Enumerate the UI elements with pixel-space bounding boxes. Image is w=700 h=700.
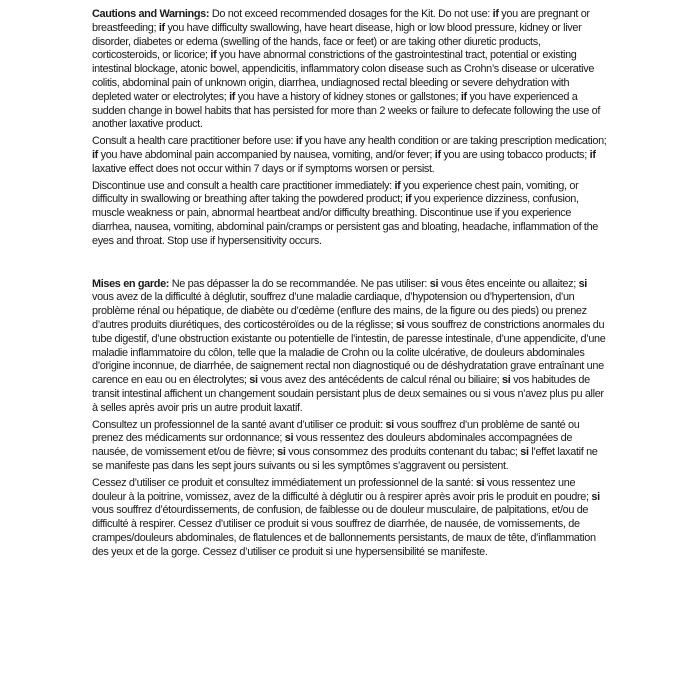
body-text: you have any health condition or are taking prescription medication; <box>301 135 607 148</box>
body-text: Consult a health care practitioner before use: <box>92 135 296 148</box>
emphasis-text: si <box>578 277 587 290</box>
section-heading: Mises en garde: <box>92 277 170 290</box>
emphasis-text: if <box>589 148 596 161</box>
emphasis-text: if <box>394 179 401 192</box>
emphasis-text: if <box>405 193 412 206</box>
paragraph-fr-2 <box>92 419 608 474</box>
body-text: Do not exceed recommended dosages for the Kit. Do not use: <box>209 8 493 20</box>
body-text: vous souffrez d’un problème de santé ou prenez des médicaments sur ordonnance; <box>92 418 580 445</box>
body-text: laxative effect does not occur within 7 days or if symptoms worsen or persist. <box>92 162 435 175</box>
paragraph-en-2 <box>92 135 608 176</box>
body-text: Ne pas dépasser la do se recommandée. Ne pas utiliser: <box>169 277 430 290</box>
body-text: you have experienced a sudden change in bowel habits that has persisted for more than 2 weeks or failure to defecate following the use of another laxative product. <box>92 90 600 131</box>
paragraph-en-1 <box>92 8 608 132</box>
emphasis-text: if <box>434 148 441 161</box>
body-text: you have abnormal constrictions of the gastrointestinal tract, potential or existing intestinal blockage, atonic bowel, appendicitis, inflammatory colon disease such as Crohn’s disease or ulcerative colitis, abdominal pain of unknown origin, diarrhea, undiagnosed rectal bleeding or severe dehydration with depleted water or electrolytes; <box>92 49 595 103</box>
emphasis-text: if <box>460 90 467 103</box>
paragraph-fr-3 <box>92 477 608 560</box>
emphasis-text: si <box>249 374 258 387</box>
body-text: you are pregnant or breastfeeding; <box>92 8 590 34</box>
emphasis-text: si <box>284 432 294 445</box>
body-text: you experience chest pain, vomiting, or difficulty in swallowing or breathing after taking the powdered product; <box>92 179 579 206</box>
label-text-panel <box>92 8 608 562</box>
emphasis-text: si <box>277 446 286 459</box>
body-text: vous ressentez des douleurs abdominales accompagnées de nausée, de vomissement et/ou de fièvre; <box>92 432 573 459</box>
emphasis-text: if <box>92 148 98 161</box>
body-text: vous avez de la difficulté à déglutir, souffrez d’une maladie cardiaque, d’hypotension ou d’hypertension, d’un problème rénal ou hépatique, de diabète ou d’œdème (enflure des mains, de la figure ou des pieds) ou prenez d’autres produits diurétiques, des corticostéroïdes ou de la réglisse; <box>92 291 587 331</box>
emphasis-text: si <box>520 446 529 459</box>
body-text: vous souffrez d’étourdissements, de confusion, de faiblesse ou de douleur musculaire, de palpitations, et/ou de difficulté à respirer. Cessez d’utiliser ce produit si vous souffrez de diarrhée, de nausée, de vomissements, de crampes/douleurs abdominales, de flatulences et de ballonnements persistants, de maux de tête, d’inflammation des yeux et de la gorge. Cessez d’utiliser ce produit si une hypersensibilité se manifeste. <box>92 504 596 558</box>
emphasis-text: if <box>295 135 302 148</box>
body-text: vous êtes enceinte ou allaitez; <box>438 277 579 290</box>
body-text: you experience dizziness, confusion, muscle weakness or pain, abnormal heartbeat and/or difficulty breathing. Discontinue use if you experience diarrhea, nausea, vomiting, abdominal pain/cramps or persistent gas and bloating, headache, inflammation of the eyes and throat. Stop use if hypersensitivity occurs. <box>92 193 599 247</box>
body-text: vous souffrez de constrictions anormales du tube digestif, d’une obstruction existante ou potentielle de l’intestin, de paresse intestinale, d’une appendicite, d’une maladie inflammatoire du côlon, telle que la maladie de Crohn ou la colite ulcérative, de douleurs abdominales d’origine inconnue, de diarrhée, de saignement rectal non diagnostiqué ou de déshydratation grave entraînant une carence en eau ou en électrolytes; <box>92 318 606 387</box>
body-text: vous ressentez une douleur à la poitrine, vomissez, avez de la difficulté à déglutir ou à respirer après avoir pris le produit en poudre; <box>92 476 592 503</box>
body-text: vous avez des antécédents de calcul rénal ou biliaire; <box>257 374 503 387</box>
emphasis-text: si <box>475 476 485 489</box>
warnings-section-english <box>92 8 608 249</box>
body-text: Cessez d’utiliser ce produit et consultez immédiatement un professionnel de la santé: <box>92 476 476 489</box>
emphasis-text: if <box>158 21 165 34</box>
warnings-section-french <box>92 278 608 560</box>
paragraph-fr-1 <box>92 278 608 416</box>
emphasis-text: si <box>385 418 394 431</box>
body-text: vos habitudes de transit intestinal affichent un changement soudain persistant plus de deux semaines ou si vous n’avez plus pu aller à selles après avoir pris un autre produit laxatif. <box>92 374 604 414</box>
emphasis-text: si <box>502 374 511 387</box>
body-text: vous consommez des produits contenant du tabac; <box>285 446 521 459</box>
section-heading: Cautions and Warnings: <box>92 8 210 20</box>
body-text: you have a history of kidney stones or gallstones; <box>235 90 461 103</box>
emphasis-text: si <box>429 277 439 290</box>
body-text: you have difficulty swallowing, have heart disease, high or low blood pressure, kidney or liver disorder, diabetes or edema (swelling of the hands, face or feet) or are taking other diuretic products, corticosteroids, or licorice; <box>92 21 582 62</box>
emphasis-text: if <box>492 8 499 20</box>
emphasis-text: if <box>229 90 236 103</box>
body-text: you have abdominal pain accompanied by nausea, vomiting, and/or fever; <box>97 148 435 161</box>
emphasis-text: si <box>591 490 600 503</box>
body-text: you are using tobacco products; <box>440 148 590 161</box>
body-text: Consultez un professionnel de la santé avant d’utiliser ce produit: <box>92 418 386 431</box>
body-text: Discontinue use and consult a health care practitioner immediately: <box>92 179 395 192</box>
emphasis-text: if <box>210 49 217 62</box>
emphasis-text: si <box>395 318 405 331</box>
body-text: l’effet laxatif ne se manifeste pas dans les sept jours suivants ou si les symptômes s’aggravent ou persistent. <box>92 446 598 472</box>
paragraph-en-3 <box>92 180 608 249</box>
